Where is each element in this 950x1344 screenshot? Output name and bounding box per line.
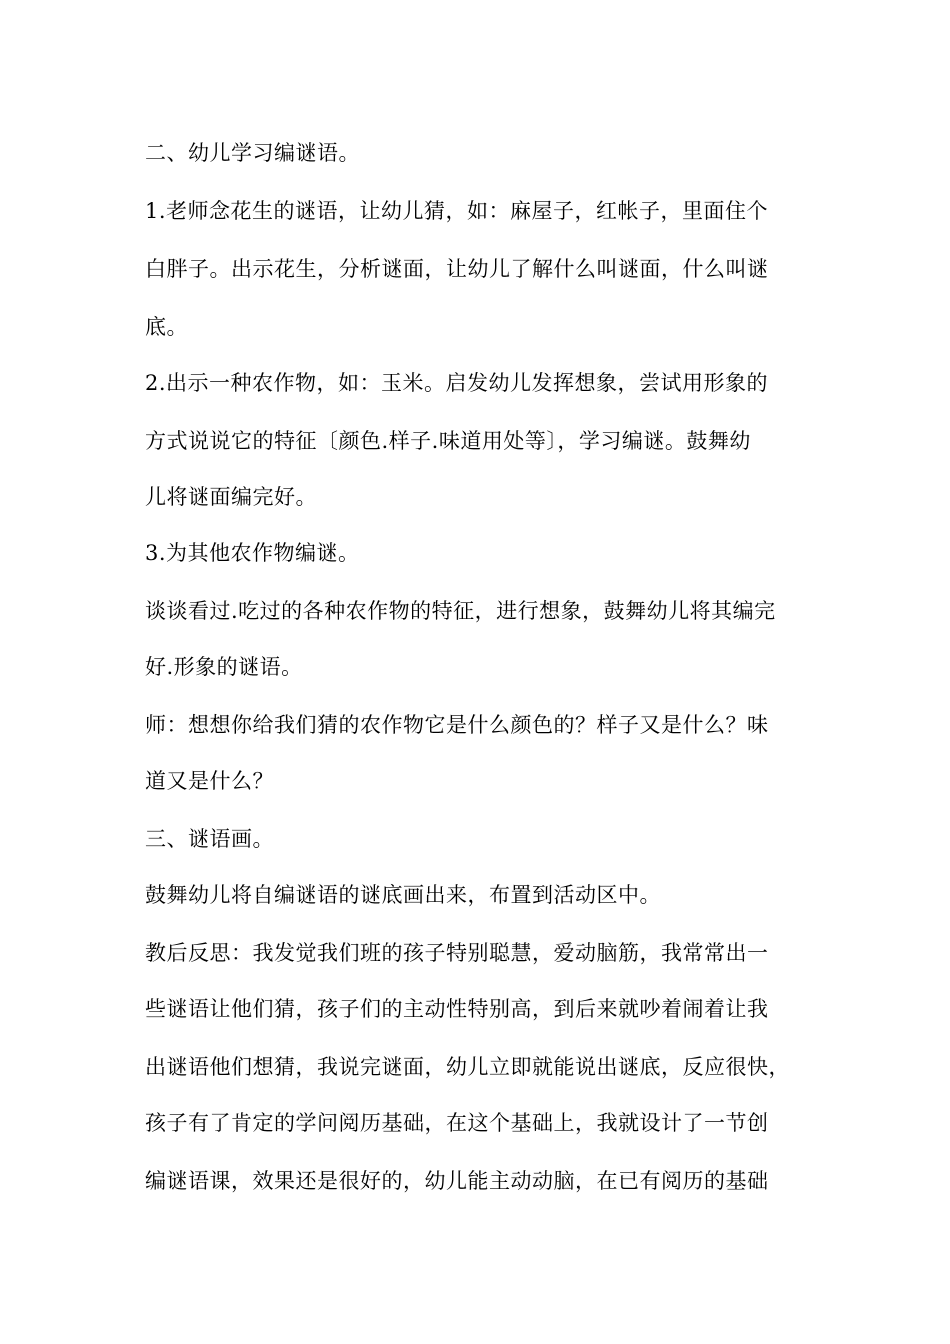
heading-section-three: 三、谜语画。	[145, 827, 274, 851]
paragraph-line: 3.为其他农作物编谜。	[145, 541, 360, 565]
paragraph-line: 好.形象的谜语。	[145, 655, 303, 679]
paragraph-line: 底。	[145, 315, 188, 339]
paragraph-line: 儿将谜面编完好。	[145, 485, 317, 509]
paragraph-line: 编谜语课，效果还是很好的，幼儿能主动动脑，在已有阅历的基础	[145, 1169, 769, 1193]
paragraph-line: 1.老师念花生的谜语，让幼儿猜，如：麻屋子，红帐子，里面住个	[145, 199, 769, 223]
paragraph-line: 些谜语让他们猜，孩子们的主动性特别高，到后来就吵着闹着让我	[145, 997, 769, 1021]
heading-section-two: 二、幼儿学习编谜语。	[145, 141, 360, 165]
paragraph-line: 谈谈看过.吃过的各种农作物的特征，进行想象，鼓舞幼儿将其编完	[145, 599, 776, 623]
paragraph-line: 白胖子。出示花生，分析谜面，让幼儿了解什么叫谜面，什么叫谜	[145, 257, 769, 281]
paragraph-line: 2.出示一种农作物，如：玉米。启发幼儿发挥想象，尝试用形象的	[145, 371, 769, 395]
paragraph-line: 方式说说它的特征〔颜色.样子.味道用处等〕，学习编谜。鼓舞幼	[145, 429, 751, 453]
paragraph-line: 鼓舞幼儿将自编谜语的谜底画出来，布置到活动区中。	[145, 883, 661, 907]
paragraph-line: 出谜语他们想猜，我说完谜面，幼儿立即就能说出谜底，反应很快，	[145, 1055, 790, 1079]
paragraph-line: 道又是什么？	[145, 769, 274, 793]
paragraph-line: 孩子有了肯定的学问阅历基础，在这个基础上，我就设计了一节创	[145, 1111, 769, 1135]
paragraph-line: 师：想想你给我们猜的农作物它是什么颜色的？样子又是什么？味	[145, 713, 769, 737]
paragraph-line: 教后反思：我发觉我们班的孩子特别聪慧，爱动脑筋，我常常出一	[145, 941, 769, 965]
